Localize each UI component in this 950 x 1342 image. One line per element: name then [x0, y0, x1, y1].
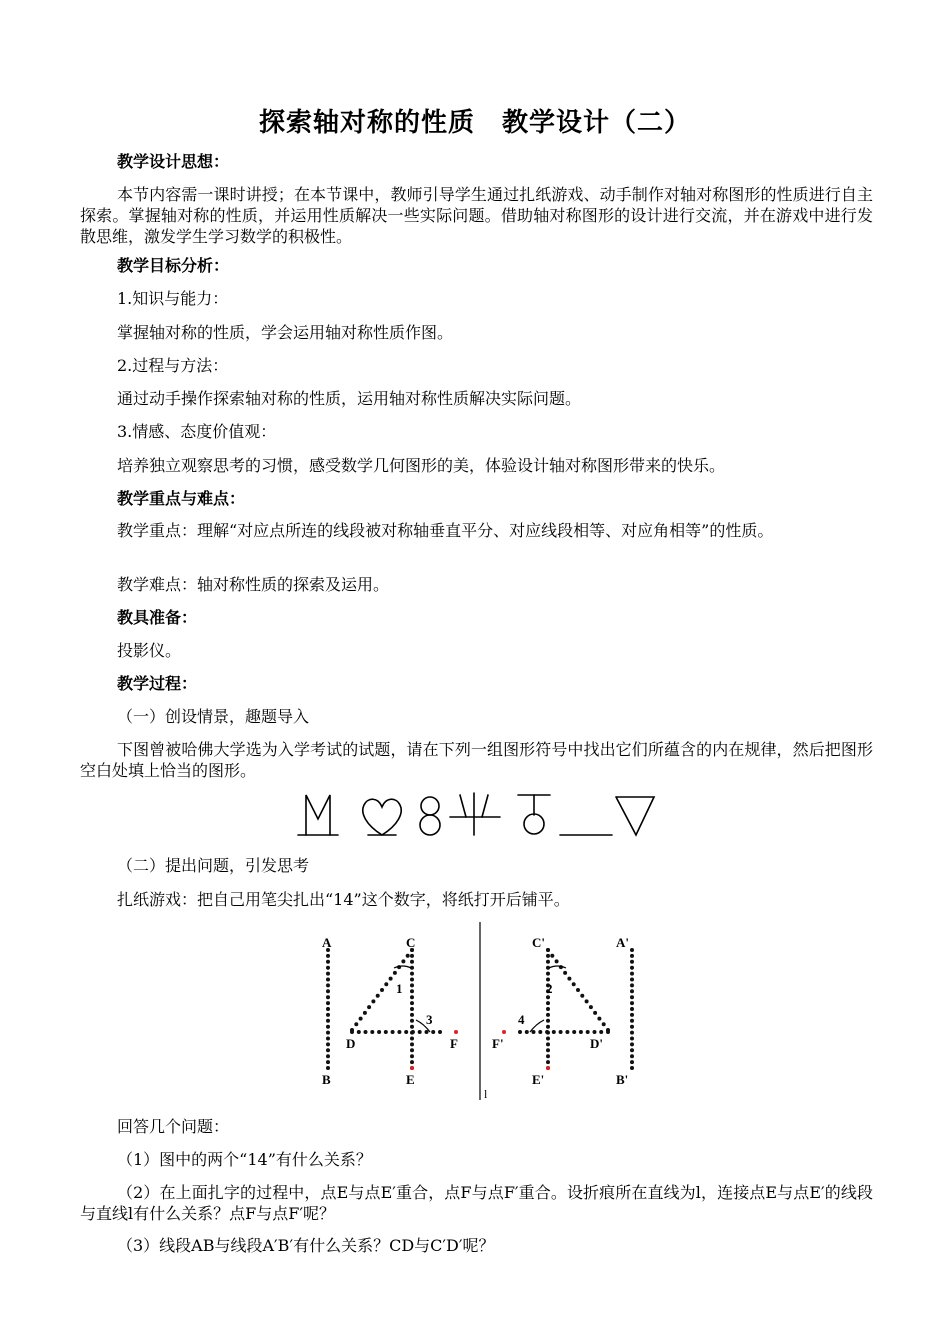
- pin-dot-AB-prime: [630, 1066, 634, 1070]
- key-point-paragraph: 教学重点：理解“对应点所连的线段被对称轴垂直平分、对应线段相等、对应角相等”的性质。: [117, 521, 774, 540]
- pin-dot-AB-prime: [630, 966, 634, 970]
- objectives-heading: 教学目标分析：: [117, 256, 230, 275]
- pin-dot-AB-prime: [630, 983, 634, 987]
- pin-dot-AB-prime: [630, 1042, 634, 1046]
- pin-dot-CE-prime: [546, 1019, 550, 1023]
- pin-dot-CD-prime: [597, 1017, 601, 1021]
- pin-dot-CE: [410, 995, 414, 999]
- pin-dot-DF-prime: [552, 1030, 556, 1034]
- label-F-prime: F': [492, 1036, 504, 1051]
- pin-dot-CE-prime: [546, 1060, 550, 1064]
- pin-dot-AB: [326, 989, 330, 993]
- pin-dot-AB: [326, 1066, 330, 1070]
- pin-dot-CD-prime: [546, 948, 550, 952]
- pin-dot-CE: [410, 1042, 414, 1046]
- symbol-1-mirrored-one: [298, 795, 338, 835]
- pin-dot-DF-prime: [565, 1030, 569, 1034]
- pin-dot-AB: [326, 972, 330, 976]
- pin-dot-CE: [410, 989, 414, 993]
- pin-dot-CE-prime: [546, 1054, 550, 1058]
- pin-dot-DF: [391, 1030, 395, 1034]
- pin-dot-CE-prime: [546, 1042, 550, 1046]
- process-heading: 教学过程：: [117, 674, 198, 693]
- pin-dot-AB: [326, 1048, 330, 1052]
- pin-dot-DF: [411, 1030, 415, 1034]
- pin-dot-CE: [410, 1019, 414, 1023]
- pin-dot-CE: [410, 1060, 414, 1064]
- pin-dot-DF: [431, 1030, 435, 1034]
- pin-dot-CE-prime: [546, 1013, 550, 1017]
- pin-dot-CD-prime: [585, 999, 589, 1003]
- label-angle-1: 1: [396, 981, 403, 996]
- pin-dot-AB-prime: [630, 995, 634, 999]
- angle-2-arc: [549, 966, 566, 968]
- pin-dot-AB: [326, 995, 330, 999]
- pin-dot-AB: [326, 1031, 330, 1035]
- pin-dot-DF: [357, 1030, 361, 1034]
- pin-dot-DF: [377, 1030, 381, 1034]
- pin-dot-DF-prime: [538, 1030, 542, 1034]
- pin-dot-CE: [410, 1007, 414, 1011]
- pin-dot-AB: [326, 1013, 330, 1017]
- pin-dot-CE: [410, 1025, 414, 1029]
- pin-dot-CD: [371, 999, 375, 1003]
- pin-dot-F-prime: [502, 1030, 506, 1034]
- pin-dot-CD-prime: [593, 1011, 597, 1015]
- pin-dot-DF-prime: [606, 1030, 610, 1034]
- pin-dot-CE-prime: [546, 1025, 550, 1029]
- tools-heading: 教具准备：: [117, 608, 198, 627]
- objective-1-title: 1.知识与能力：: [117, 289, 229, 308]
- pin-dot-CD: [376, 994, 380, 998]
- label-B: B: [322, 1072, 331, 1087]
- pin-dot-AB-prime: [630, 1019, 634, 1023]
- pin-dot-CE: [410, 978, 414, 982]
- pin-dot-AB: [326, 1019, 330, 1023]
- pin-dot-CE: [410, 1013, 414, 1017]
- pin-dot-DF-prime: [586, 1030, 590, 1034]
- pin-dot-E-prime: [546, 1066, 550, 1070]
- pin-dot-AB: [326, 1007, 330, 1011]
- pin-dot-DF-prime: [579, 1030, 583, 1034]
- pin-dot-AB: [326, 954, 330, 958]
- pin-dot-CD: [380, 988, 384, 992]
- pin-dot-CE: [410, 1037, 414, 1041]
- symbol-5-mirrored-five: [518, 795, 550, 834]
- pin-dot-CE: [410, 954, 414, 958]
- pin-dot-CD-prime: [589, 1005, 593, 1009]
- pin-dot-CD-prime: [576, 988, 580, 992]
- pin-dot-CD: [401, 959, 405, 963]
- step-1-heading: （一）创设情景，趣题导入: [117, 707, 310, 726]
- axis-label-l: l: [484, 1087, 488, 1101]
- pin-dot-DF-prime: [599, 1030, 603, 1034]
- pin-dot-DF: [370, 1030, 374, 1034]
- pin-dot-DF-prime: [572, 1030, 576, 1034]
- step-1-paragraph: 下图曾被哈佛大学选为入学考试的试题，请在下列一组图形符号中找出它们所蕴含的内在规律，然后把图形空白处填上恰当的图形。: [80, 740, 873, 780]
- pin-dot-DF: [384, 1030, 388, 1034]
- pin-dot-CE: [410, 972, 414, 976]
- label-angle-2: 2: [546, 981, 553, 996]
- pin-dot-AB-prime: [630, 1060, 634, 1064]
- label-C-prime: C': [532, 935, 545, 950]
- label-E-prime: E': [532, 1072, 545, 1087]
- label-D: D: [346, 1036, 356, 1051]
- symbol-sequence-figure: [290, 787, 660, 845]
- pin-dot-AB-prime: [630, 978, 634, 982]
- angle-4-arc: [530, 1020, 544, 1032]
- pin-dot-AB-prime: [630, 1037, 634, 1041]
- pin-dot-DF: [364, 1030, 368, 1034]
- label-E: E: [406, 1072, 415, 1087]
- step-2-text: 扎纸游戏：把自己用笔尖扎出“14”这个数字，将纸打开后铺平。: [117, 890, 570, 909]
- label-angle-3: 3: [426, 1012, 433, 1027]
- step-2-heading: （二）提出问题，引发思考: [117, 856, 310, 875]
- pin-dot-DF-prime: [532, 1030, 536, 1034]
- objective-3-text: 培养独立观察思考的习惯，感受数学几何图形的美，体验设计轴对称图形带来的快乐。: [117, 456, 726, 475]
- label-F: F: [450, 1036, 458, 1051]
- label-A-prime: A': [616, 935, 629, 950]
- question-1: （1）图中的两个“14”有什么关系？: [117, 1150, 372, 1169]
- pin-dot-DF: [404, 1030, 408, 1034]
- label-D-prime: D': [590, 1036, 603, 1051]
- tools-text: 投影仪。: [117, 641, 182, 660]
- pin-dot-CD-prime: [550, 954, 554, 958]
- pin-dot-AB-prime: [630, 1031, 634, 1035]
- symbol-7-mirrored-seven: [616, 797, 654, 835]
- pin-dot-AB: [326, 1001, 330, 1005]
- pin-dot-AB: [326, 1037, 330, 1041]
- pin-dot-AB-prime: [630, 948, 634, 952]
- pin-dot-CE-prime: [546, 1001, 550, 1005]
- pin-dot-AB-prime: [630, 1054, 634, 1058]
- pin-dot-DF: [350, 1030, 354, 1034]
- symbol-3-mirrored-three: [420, 797, 440, 835]
- pin-dot-CD: [354, 1022, 358, 1026]
- pin-dot-DF: [438, 1030, 442, 1034]
- pin-dot-DF-prime: [545, 1030, 549, 1034]
- pin-dot-CD: [393, 971, 397, 975]
- pin-dot-CD: [367, 1005, 371, 1009]
- design-thought-heading: 教学设计思想：: [117, 152, 230, 171]
- pin-dot-DF-prime: [593, 1030, 597, 1034]
- label-angle-4: 4: [518, 1012, 525, 1027]
- pin-dot-AB: [326, 983, 330, 987]
- pin-dot-DF: [418, 1030, 422, 1034]
- pin-dot-CD: [389, 977, 393, 981]
- pin-dot-AB: [326, 966, 330, 970]
- pin-dot-AB-prime: [630, 1013, 634, 1017]
- objective-2-title: 2.过程与方法：: [117, 356, 229, 375]
- pin-dot-CD: [363, 1011, 367, 1015]
- pin-dot-CD-prime: [555, 959, 559, 963]
- pin-dot-CE-prime: [546, 954, 550, 958]
- pin-dot-CD: [359, 1017, 363, 1021]
- pin-dot-CE-prime: [546, 1037, 550, 1041]
- pin-dot-CE: [410, 1054, 414, 1058]
- pin-dot-CE: [410, 983, 414, 987]
- pin-dot-AB: [326, 1042, 330, 1046]
- symbol-2-mirrored-two: [363, 799, 401, 835]
- pin-dot-CE: [410, 960, 414, 964]
- pin-dot-AB-prime: [630, 1025, 634, 1029]
- pin-dot-CD-prime: [602, 1022, 606, 1026]
- pin-dot-CE-prime: [546, 1048, 550, 1052]
- pin-dot-CD: [384, 982, 388, 986]
- pin-dot-CE: [410, 1001, 414, 1005]
- difficulty-text: 教学难点：轴对称性质的探索及运用。: [117, 575, 390, 594]
- pin-dot-CD-prime: [580, 994, 584, 998]
- mirror-14-figure: [300, 920, 660, 1110]
- pin-dot-AB: [326, 1054, 330, 1058]
- pin-dot-AB: [326, 978, 330, 982]
- pin-dot-CD-prime: [567, 977, 571, 981]
- page-title: 探索轴对称的性质 教学设计（二）: [258, 108, 691, 138]
- question-2: （2）在上面扎字的过程中，点E与点E′重合，点F与点F′重合。设折痕所在直线为l，连接点E与点E′的线段与直线l有什么关系？点F与点F′呢？: [80, 1183, 873, 1223]
- answer-intro: 回答几个问题：: [117, 1117, 230, 1136]
- pin-dot-DF: [397, 1030, 401, 1034]
- pin-dot-AB-prime: [630, 1048, 634, 1052]
- pin-dot-CD-prime: [563, 971, 567, 975]
- pin-dot-AB-prime: [630, 1001, 634, 1005]
- question-3: （3）线段AB与线段A′B′有什么关系？CD与C′D′呢？: [117, 1236, 495, 1255]
- pin-dot-E: [410, 1066, 414, 1070]
- pin-dot-AB: [326, 1025, 330, 1029]
- pin-dot-DF-prime: [525, 1030, 529, 1034]
- pin-dot-CD-prime: [572, 982, 576, 986]
- pin-dot-AB-prime: [630, 954, 634, 958]
- pin-dot-AB: [326, 1060, 330, 1064]
- objective-2-text: 通过动手操作探索轴对称的性质，运用轴对称性质解决实际问题。: [117, 389, 582, 408]
- pin-dot-AB-prime: [630, 1007, 634, 1011]
- pin-dot-DF-prime: [518, 1030, 522, 1034]
- symbol-4-mirrored-four: [450, 793, 500, 835]
- angle-1-arc: [394, 966, 411, 968]
- pin-dot-AB-prime: [630, 989, 634, 993]
- pin-dot-AB: [326, 960, 330, 964]
- objective-3-title: 3.情感、态度价值观：: [117, 422, 277, 441]
- label-A: A: [322, 935, 332, 950]
- pin-dot-AB-prime: [630, 972, 634, 976]
- pin-dot-CE-prime: [546, 960, 550, 964]
- pin-dot-CE-prime: [546, 1007, 550, 1011]
- key-difficulty-heading: 教学重点与难点：: [117, 489, 246, 508]
- pin-dot-AB-prime: [630, 960, 634, 964]
- label-B-prime: B': [616, 1072, 629, 1087]
- design-thought-paragraph: 本节内容需一课时讲授；在本节课中，教师引导学生通过扎纸游戏、动手制作对轴对称图形的性质进行自主探索。掌握轴对称的性质，并运用性质解决一些实际问题。借助轴对称图形的设计进行交流，并在游戏中进行发散思维，激发学生学习数学的积极性。: [80, 185, 873, 246]
- pin-dot-CD: [406, 954, 410, 958]
- pin-dot-CE-prime: [546, 972, 550, 976]
- pin-dot-DF: [425, 1030, 429, 1034]
- objective-1-text: 掌握轴对称的性质，学会运用轴对称性质作图。: [117, 323, 454, 342]
- pin-dot-DF-prime: [559, 1030, 563, 1034]
- pin-dot-F: [454, 1030, 458, 1034]
- label-C: C: [406, 935, 416, 950]
- pin-dot-CE: [410, 1048, 414, 1052]
